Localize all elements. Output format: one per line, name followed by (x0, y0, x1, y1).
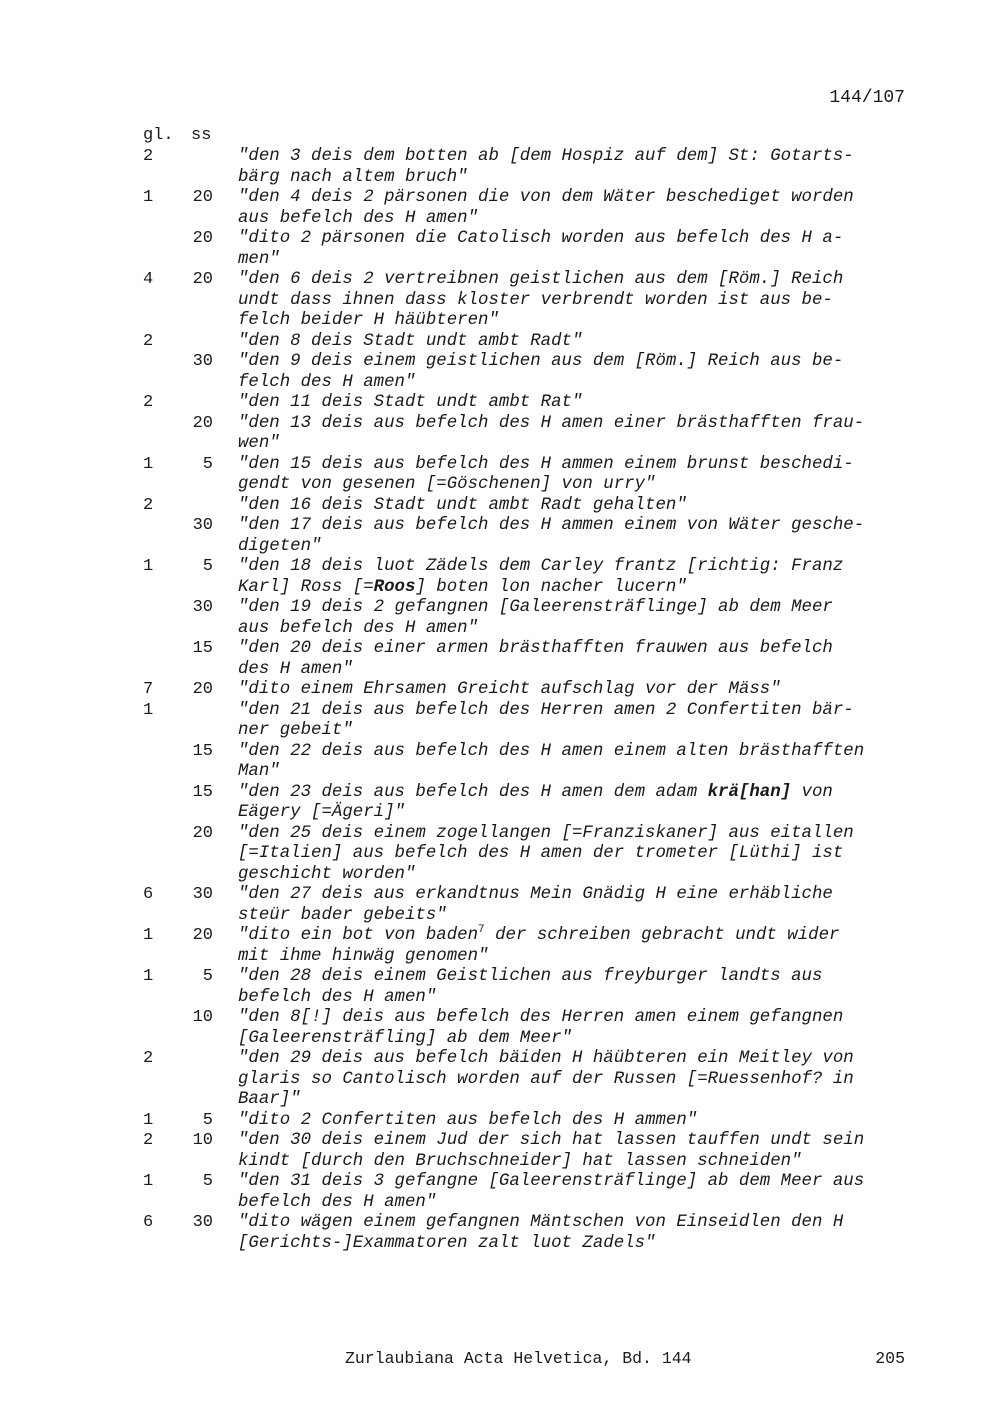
entry-line: "den 20 deis einer armen brästhafften frauwen aus befelch (238, 639, 833, 658)
entry-line: "den 8[!] deis aus befelch des Herren amen einem gefangnen (238, 1008, 844, 1027)
entry-gulden: 1 (143, 1172, 154, 1191)
entry-line: befelch des H amen" (238, 987, 437, 1007)
entry-gulden: 1 (143, 188, 154, 207)
entry-schilling: 30 (192, 352, 213, 371)
entry-text (238, 1213, 908, 1254)
entry-gulden: 1 (143, 1110, 154, 1130)
entry-schilling: 10 (192, 1008, 213, 1027)
entry-line: "den 21 deis aus befelch des Herren amen 2 Confertiten bär- (238, 700, 854, 720)
entry-line: "den 30 deis einem Jud der sich hat lassen tauffen undt sein (238, 1131, 865, 1150)
entry-text (238, 1172, 908, 1213)
entry-schilling: 20 (192, 413, 213, 433)
entry-schilling: 30 (192, 1213, 213, 1232)
entry-line: befelch des H amen" (238, 1192, 437, 1212)
ledger-entry (143, 1008, 913, 1049)
entry-line: "dito einem Ehrsamen Greicht aufschlag vor der Mäss" (238, 680, 781, 699)
entry-gulden: 1 (143, 967, 154, 986)
ledger-entry (143, 455, 913, 496)
entry-line: "den 22 deis aus befelch des H amen einem alten brästhafften (238, 741, 865, 761)
entry-gulden: 4 (143, 270, 154, 289)
entry-schilling: 10 (192, 1131, 213, 1150)
entry-text (238, 496, 908, 517)
entry-line: steür bader gebeits" (238, 905, 447, 925)
ledger-entry (143, 742, 913, 783)
footer-title: Zurlaubiana Acta Helvetica, Bd. 144 (345, 1349, 692, 1368)
entry-text (238, 783, 908, 824)
entry-text (238, 414, 908, 455)
entry-line: "dito wägen einem gefangnen Mäntschen von Einseidlen den H (238, 1213, 844, 1232)
entry-line: "den 17 deis aus befelch des H ammen einem von Wäter gesche- (238, 516, 865, 535)
entry-line: "den 28 deis einem Geistlichen aus freyburger landts aus (238, 967, 823, 986)
entry-text (238, 1111, 908, 1132)
entry-text (238, 229, 908, 270)
ledger-entry (143, 516, 913, 557)
entry-schilling: 5 (202, 557, 213, 576)
entry-text (238, 393, 908, 414)
ledger-entry (143, 1111, 913, 1132)
entry-text (238, 188, 908, 229)
entry-text (238, 967, 908, 1008)
entry-line: Man" (238, 762, 280, 781)
ledger-entry (143, 229, 913, 270)
ledger-entry (143, 598, 913, 639)
entry-line: "dito 2 pärsonen die Catolisch worden aus befelch des H a- (238, 229, 844, 248)
entry-text (238, 926, 908, 967)
entry-schilling: 15 (192, 741, 213, 761)
entry-line: des H amen" (238, 659, 353, 679)
entry-gulden: 2 (143, 147, 154, 166)
page-number: 144/107 (829, 88, 905, 108)
ledger-entry (143, 885, 913, 926)
entry-line: geschicht worden" (238, 864, 416, 884)
entry-schilling: 20 (192, 270, 213, 289)
entry-line: glaris so Cantolisch worden auf der Russen [=Ruessenhof? in (238, 1069, 854, 1089)
entry-text (238, 701, 908, 742)
entry-line: "den 16 deis Stadt undt ambt Radt gehalten" (238, 495, 687, 515)
column-header-ss: ss (191, 126, 212, 145)
entry-line: Eägery [=Ägeri]" (238, 803, 405, 822)
entry-schilling: 15 (192, 639, 213, 658)
ledger-entry (143, 639, 913, 680)
entry-text (238, 885, 908, 926)
entry-line: Karl] Ross [=Roos] boten lon nacher lucern" (238, 577, 687, 597)
entry-schilling: 5 (202, 1110, 213, 1130)
entry-schilling: 20 (192, 188, 213, 207)
entry-line: [Gerichts-]Exammatoren zalt luot Zadels" (238, 1233, 656, 1253)
entry-line: gendt von gesenen [=Göschenen] von urry" (238, 475, 656, 494)
entry-schilling: 20 (192, 680, 213, 699)
entry-gulden: 1 (143, 700, 154, 720)
entry-gulden: 7 (143, 680, 154, 699)
entry-schilling: 20 (192, 926, 213, 945)
entry-text (238, 147, 908, 188)
entry-gulden: 2 (143, 495, 154, 515)
entry-line: ner gebeit" (238, 721, 353, 740)
ledger-entries (143, 147, 913, 1254)
ledger-entry (143, 352, 913, 393)
ledger-entry (143, 557, 913, 598)
ledger-entry (143, 701, 913, 742)
entry-line: felch des H amen" (238, 372, 416, 392)
entry-text (238, 455, 908, 496)
entry-line: "den 4 deis 2 pärsonen die von dem Wäter beschediget worden (238, 188, 854, 207)
entry-gulden: 1 (143, 557, 154, 576)
entry-gulden: 2 (143, 1049, 154, 1068)
entry-text (238, 1008, 908, 1049)
entry-line: aus befelch des H amen" (238, 208, 479, 228)
ledger-entry (143, 1172, 913, 1213)
ledger-entry (143, 783, 913, 824)
entry-line: mit ihme hinwäg genomen" (238, 946, 489, 966)
entry-text (238, 680, 908, 701)
entry-line: Baar]" (238, 1090, 301, 1109)
ledger-entry (143, 680, 913, 701)
ledger-entry (143, 147, 913, 188)
entry-text (238, 332, 908, 353)
ledger-entry (143, 1131, 913, 1172)
entry-text (238, 352, 908, 393)
entry-schilling: 5 (202, 967, 213, 986)
column-header-gl: gl. (143, 126, 174, 145)
entry-line: felch beider H häübteren" (238, 311, 499, 330)
entry-text (238, 598, 908, 639)
ledger-entry (143, 1049, 913, 1111)
entry-line: "dito 2 Confertiten aus befelch des H ammen" (238, 1110, 698, 1130)
entry-line: digeten" (238, 536, 322, 556)
entry-schilling: 20 (192, 229, 213, 248)
ledger-entry (143, 188, 913, 229)
entry-line: "den 13 deis aus befelch des H amen einer brästhafften frau- (238, 413, 865, 433)
footer-page-number: 205 (875, 1349, 905, 1368)
entry-schilling: 30 (192, 885, 213, 904)
entry-line: "den 6 deis 2 vertreibnen geistlichen aus dem [Röm.] Reich (238, 270, 844, 289)
entry-line: "den 9 deis einem geistlichen aus dem [Röm.] Reich aus be- (238, 352, 844, 371)
entry-line: bärg nach altem bruch" (238, 167, 468, 187)
entry-text (238, 557, 908, 598)
entry-text (238, 516, 908, 557)
entry-line: "den 15 deis aus befelch des H ammen einem brunst beschedi- (238, 454, 854, 474)
ledger-entry (143, 393, 913, 414)
entry-line: [=Italien] aus befelch des H amen der trometer [Lüthi] ist (238, 844, 844, 863)
entry-line: aus befelch des H amen" (238, 618, 479, 638)
entry-line: "den 8 deis Stadt undt ambt Radt" (238, 331, 583, 351)
entry-schilling: 5 (202, 1172, 213, 1191)
entry-gulden: 1 (143, 454, 154, 474)
entry-line: "den 23 deis aus befelch des H amen dem adam krä[han] von (238, 782, 833, 802)
entry-schilling: 20 (192, 823, 213, 843)
entry-schilling: 30 (192, 598, 213, 617)
ledger-entry (143, 926, 913, 967)
entry-gulden: 2 (143, 393, 154, 412)
entry-line: "den 25 deis einem zogellangen [=Franziskaner] aus eitallen (238, 823, 854, 843)
entry-gulden: 6 (143, 1213, 154, 1232)
ledger-entry (143, 270, 913, 332)
entry-text (238, 1131, 908, 1172)
entry-text (238, 1049, 908, 1111)
entry-gulden: 2 (143, 1131, 154, 1150)
entry-text (238, 639, 908, 680)
entry-gulden: 6 (143, 885, 154, 904)
entry-line: [Galeerensträfling] ab dem Meer" (238, 1028, 572, 1048)
entry-line: men" (238, 249, 280, 269)
entry-gulden: 2 (143, 331, 154, 351)
entry-text (238, 742, 908, 783)
entry-line: "den 3 deis dem botten ab [dem Hospiz auf dem] St: Gotarts- (238, 147, 854, 166)
ledger-entry (143, 824, 913, 886)
ledger-entry (143, 332, 913, 353)
entry-schilling: 15 (192, 782, 213, 802)
entry-line: wen" (238, 434, 280, 453)
ledger-entry (143, 414, 913, 455)
entry-line: "den 27 deis aus erkandtnus Mein Gnädig H eine erhäbliche (238, 885, 833, 904)
entry-text (238, 824, 908, 886)
entry-line: "den 11 deis Stadt undt ambt Rat" (238, 393, 583, 412)
entry-line: "den 31 deis 3 gefangne [Galeerensträflinge] ab dem Meer aus (238, 1172, 865, 1191)
ledger-entry (143, 496, 913, 517)
column-headers (143, 126, 211, 145)
ledger-entry (143, 1213, 913, 1254)
entry-line: undt dass ihnen dass kloster verbrendt worden ist aus be- (238, 290, 833, 310)
entry-gulden: 1 (143, 926, 154, 945)
entry-line: kindt [durch den Bruchschneider] hat lassen schneiden" (238, 1151, 802, 1171)
entry-schilling: 30 (192, 516, 213, 535)
entry-text (238, 270, 908, 332)
entry-line: "dito ein bot von baden$^7$ der schreiben gebracht undt wider (238, 924, 840, 945)
entry-line: "den 19 deis 2 gefangnen [Galeerensträflinge] ab dem Meer (238, 598, 833, 617)
entry-line: "den 29 deis aus befelch bäiden H häübteren ein Meitley von (238, 1049, 854, 1068)
entry-schilling: 5 (202, 454, 213, 474)
entry-line: "den 18 deis luot Zädels dem Carley frantz [richtig: Franz (238, 557, 844, 576)
ledger-entry (143, 967, 913, 1008)
